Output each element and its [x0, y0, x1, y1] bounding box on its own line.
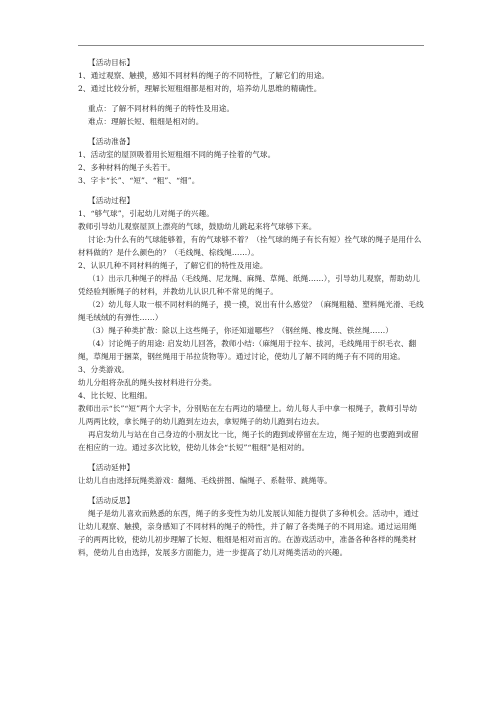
difficulty: 难点：理解长短、粗细是相对的。 [88, 117, 204, 126]
prep-item: 2、多种材料的绳子头若干。 [78, 163, 176, 172]
step-paragraph: （2）幼儿每人取一根不同材料的绳子，摸一摸，说出有什么感觉？（麻绳粗糙、塑料绳光滑、毛线绳毛绒绒的有弹性……） [78, 300, 424, 322]
extension-text: 让幼儿自由选择玩绳类游戏：翻绳、毛线拼图、编绳子、系鞋带、跳绳等。 [78, 476, 332, 485]
header-rule [78, 45, 424, 46]
extension-section [78, 461, 424, 487]
reflection-heading: 【活动反思】 [88, 496, 135, 505]
goal-item: 1、通过观察、触摸，感知不同材料的绳子的不同特性，了解它们的用途。 [78, 71, 330, 80]
step-paragraph: （3）绳子种类扩散：除以上这些绳子，你还知道哪些？（钢丝绳、橡皮绳、铁丝绳……） [88, 326, 393, 335]
goal-item: 2、通过比较分析，理解长短粗细都是相对的，培养幼儿思维的精确性。 [78, 84, 322, 93]
key-point: 重点：了解不同材料的绳子的特性及用途。 [88, 104, 235, 113]
step-paragraph: 再启发幼儿与站在自己身边的小朋友比一比，绳子长的跑到或停留在左边，绳子短的也要跑到或留在相应的一边。通过多次比较，使幼儿体会“长短”“粗细”是相对的。 [78, 430, 419, 452]
step-title: 4、比长短、比粗细。 [78, 391, 153, 400]
step-paragraph: 教师引导幼儿观察屋顶上漂亮的气球，鼓励幼儿跳起来将气球够下来。 [78, 222, 317, 231]
spacer [78, 128, 424, 135]
reflection-text: 绳子是幼儿喜欢而熟悉的东西，绳子的多变性为幼儿发展认知能力提供了多种机会。活动中，通过让幼儿观察、触摸，亲身感知了不同材料的绳子的特性，并了解了各类绳子的不同用途。通过运用绳子的两两比较，使幼儿初步理解了长短、粗细是相对而言的。在游戏活动中，准备各种各样的绳类材料，使幼儿自由选择，发展多方面能力，进一步提高了幼儿对绳类活动的兴趣。 [78, 509, 419, 557]
step-title: 2、认识几种不同材料的绳子，了解它们的特性及用途。 [78, 261, 268, 270]
prep-section [78, 135, 424, 187]
process-heading: 【活动过程】 [88, 196, 135, 205]
spacer [78, 95, 424, 102]
step-paragraph: 幼儿分组将杂乱的绳头按材料进行分类。 [78, 378, 217, 387]
spacer [78, 454, 424, 461]
step-paragraph: 讨论:为什么有的气球能够着，有的气球够不着？（拴气球的绳子有长有短）拴气球的绳子是用什么材料做的？是什么颜色的？（毛线绳、棕线绳……）。 [78, 235, 422, 257]
document-body [78, 56, 424, 559]
reflection-section [78, 494, 424, 559]
step-title: 1、“够气球”，引起幼儿对绳子的兴趣。 [78, 209, 214, 218]
step-paragraph: （4）讨论绳子的用途: 启发幼儿回答，教师小结:（麻绳用于拉车、拔河，毛线绳用于织毛衣、翻绳，草绳用于捆菜，钢丝绳用于吊拉货物等）。通过讨论，使幼儿了解不同的绳子有不同的用途。 [78, 339, 417, 361]
step-title: 3、分类游戏。 [78, 365, 130, 374]
spacer [78, 487, 424, 494]
extension-heading: 【活动延伸】 [88, 463, 135, 472]
prep-item: 1、活动室的屋顶吸着用长短粗细不同的绳子拴着的气球。 [78, 150, 276, 159]
step-paragraph: （1）出示几种绳子的样品（毛线绳、尼龙绳、麻绳、草绳、纸绳……），引导幼儿观察，帮助幼儿凭经验判断绳子的材料，并教幼儿认识几种不常见的绳子。 [78, 274, 420, 296]
prep-heading: 【活动准备】 [88, 137, 135, 146]
step-paragraph: 教师出示“长”“短”两个大字卡，分别贴在左右两边的墙壁上。幼儿每人手中拿一根绳子，教师引导幼儿两两比较，拿长绳子的幼儿跑到左边去，拿短绳子的幼儿跑到右边去。 [78, 404, 418, 426]
process-section [78, 194, 424, 454]
spacer [78, 187, 424, 194]
prep-item: 3、字卡“长”、“短”、“粗”、“细”。 [78, 176, 200, 185]
goals-heading: 【活动目标】 [88, 58, 135, 67]
goals-section [78, 56, 424, 128]
